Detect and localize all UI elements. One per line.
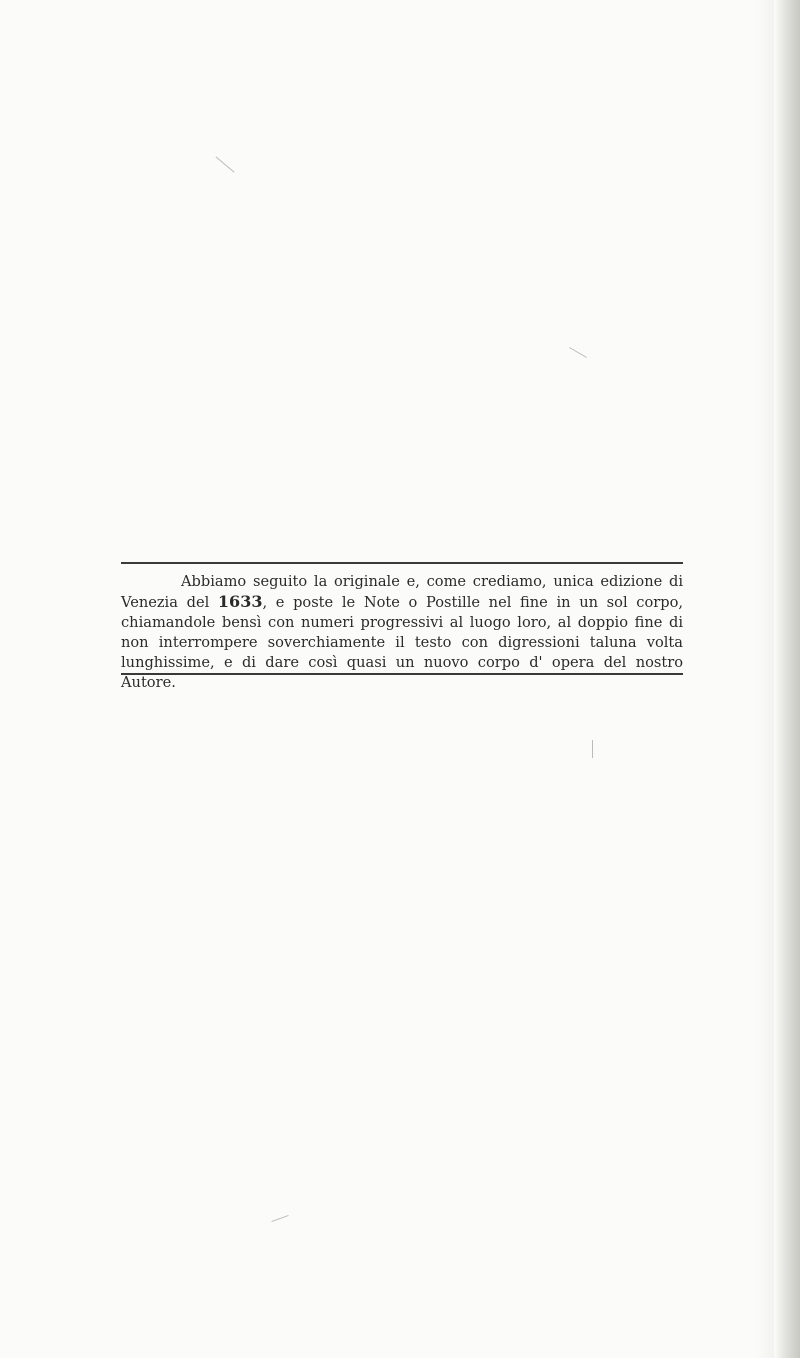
bottom-rule bbox=[121, 673, 683, 675]
note-year: 1633 bbox=[217, 592, 263, 611]
note-text-part-2: , e poste le Note o Postille nel fine in un sol corpo, chiamandole bensì con numeri progressivi al luogo loro, al doppio fine di non interrompere soverchiamente il testo con digressioni taluna volta lunghissime, e di dare così quasi un nuovo corpo d' opera del nostro Autore. bbox=[121, 594, 683, 691]
paper-speck bbox=[569, 347, 587, 358]
paper-speck bbox=[215, 156, 234, 172]
paper-speck bbox=[271, 1215, 288, 1222]
top-rule bbox=[121, 562, 683, 564]
note-text-part-1: Abbiamo seguito la originale e, come crediamo, unica edizione di Venezia del bbox=[121, 573, 683, 611]
page-edge bbox=[774, 0, 800, 1358]
page-edge-shadow bbox=[756, 0, 774, 1358]
paper-speck bbox=[592, 740, 593, 758]
